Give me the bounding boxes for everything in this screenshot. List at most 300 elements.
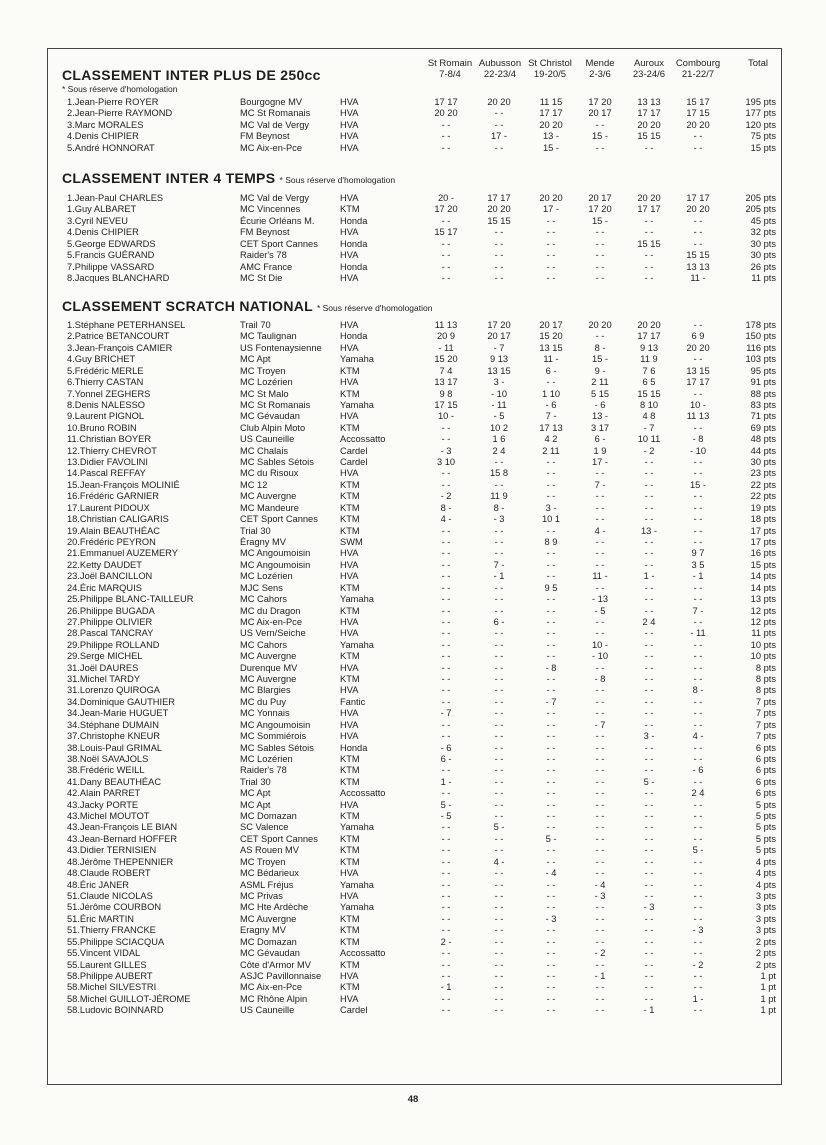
score-round-1: 1 -	[440, 776, 452, 787]
rider-name: 58.Michel GUILLOT-JÉROME	[67, 993, 191, 1004]
make: HVA	[340, 468, 359, 479]
score-round-3: - -	[546, 1005, 556, 1016]
score-round-2: - -	[494, 685, 504, 696]
score-round-5: - -	[644, 651, 654, 662]
score-round-5: - -	[644, 582, 654, 593]
club: Écurie Orléans M.	[240, 215, 315, 226]
table-row	[0, 491, 826, 502]
club: MJC Sens	[240, 582, 283, 593]
score-round-3: 20 17	[539, 320, 563, 330]
rider-name: 38.Frédéric WEILL	[67, 765, 145, 776]
score-round-1: 20 -	[437, 193, 455, 203]
club: MC du Puy	[240, 696, 286, 707]
score-round-2: 20 17	[487, 331, 511, 342]
score-round-2: - -	[494, 605, 504, 616]
make: Yamaha	[340, 879, 374, 890]
club: Club Alpin Moto	[240, 422, 306, 433]
score-round-4: - -	[595, 936, 605, 947]
make: KTM	[340, 982, 360, 993]
make: HVA	[340, 142, 359, 153]
score-round-1: - -	[441, 131, 451, 142]
total-points: 6 pts	[755, 765, 776, 776]
total-points: 8 pts	[755, 674, 776, 685]
club: Trial 30	[240, 776, 271, 787]
score-round-6: 7 -	[692, 605, 704, 616]
table-row	[0, 902, 826, 913]
score-round-2: - -	[494, 753, 504, 764]
score-round-6: 13 13	[686, 261, 710, 272]
club: CET Sport Cannes	[240, 514, 318, 525]
score-round-1: - -	[441, 719, 451, 730]
score-round-3: - -	[546, 799, 556, 810]
score-round-4: 6 -	[594, 434, 606, 445]
rider-name: 10.Bruno ROBIN	[67, 422, 137, 433]
rider-name: 29.Serge MICHEL	[67, 651, 143, 662]
score-round-5: - -	[644, 959, 654, 970]
score-round-2: 10 2	[489, 422, 509, 433]
rider-name: 24.Éric MARQUIS	[67, 582, 142, 593]
score-round-2: - -	[494, 548, 504, 559]
score-round-5: 20 20	[637, 193, 661, 203]
make: Accossatto	[340, 788, 386, 799]
rider-name: 15.Jean-François MOLINIÉ	[67, 479, 180, 490]
score-round-5: 13 13	[637, 97, 661, 107]
score-round-6: - -	[693, 799, 703, 810]
rider-name: 37.Christophe KNEUR	[67, 731, 161, 742]
score-round-6: - -	[693, 502, 703, 513]
score-round-2: - -	[494, 662, 504, 673]
rider-name: 4.Denis CHIPIER	[67, 227, 139, 238]
club: MC St Romanais	[240, 108, 311, 119]
club: US Vern/Seiche	[240, 628, 306, 639]
score-round-1: - -	[441, 628, 451, 639]
total-points: 22 pts	[750, 479, 776, 490]
score-round-4: - 8	[594, 674, 606, 685]
score-round-2: 7 -	[493, 559, 505, 570]
score-round-6: - 11	[690, 628, 706, 639]
rider-name: 55.Laurent GILLES	[67, 959, 147, 970]
score-round-1: - -	[441, 119, 451, 130]
score-round-4: - -	[595, 708, 605, 719]
rider-name: 2.Jean-Pierre RAYMOND	[67, 108, 173, 119]
score-round-2: - -	[494, 250, 504, 261]
total-points: 7 pts	[755, 731, 776, 742]
score-round-5: - -	[644, 891, 654, 901]
score-round-6: 13 15	[686, 365, 710, 376]
score-round-3: 1 10	[541, 388, 561, 399]
score-round-6: 17 17	[686, 377, 710, 388]
score-round-1: - -	[441, 970, 451, 981]
club: Eragny MV	[240, 925, 286, 936]
score-round-4: - -	[595, 142, 605, 153]
score-round-2: - -	[494, 868, 504, 879]
table-row	[0, 880, 826, 891]
score-round-5: - -	[644, 868, 654, 879]
club: Durenque MV	[240, 662, 298, 673]
score-round-3: 3 -	[545, 502, 557, 513]
club: MC Apt	[240, 788, 271, 799]
club: MC Taulignan	[240, 331, 297, 342]
make: Honda	[340, 215, 368, 226]
score-round-6: - -	[693, 982, 703, 993]
total-header	[740, 58, 776, 69]
rider-name: 51.Éric MARTIN	[67, 913, 134, 924]
score-round-4: - -	[595, 1005, 605, 1016]
score-round-2: - -	[494, 457, 504, 468]
score-round-2: 20 20	[487, 97, 511, 107]
rider-name: 38.Noël SAVAJOLS	[67, 753, 149, 764]
score-round-1: 11 13	[434, 320, 458, 330]
round-place: St Christol	[528, 58, 572, 69]
score-round-2: 8 -	[493, 502, 505, 513]
table-row	[0, 503, 826, 514]
club: MC St Romanais	[240, 399, 311, 410]
score-round-6: - -	[693, 674, 703, 685]
score-round-5: 11 9	[640, 354, 658, 365]
club: MC Angoumoisin	[240, 719, 311, 730]
score-round-1: 5 -	[440, 799, 452, 810]
club: MC Mandeure	[240, 502, 299, 513]
make: KTM	[340, 651, 360, 662]
rider-name: 1.Guy ALBARET	[67, 204, 137, 215]
total-points: 3 pts	[755, 925, 776, 936]
total-points: 17 pts	[750, 536, 776, 547]
make: HVA	[340, 993, 359, 1004]
club: MC Lozérien	[240, 753, 293, 764]
total-points: 71 pts	[750, 411, 776, 422]
rider-name: 42.Alain PARRET	[67, 788, 141, 799]
total-points: 6 pts	[755, 753, 776, 764]
make: KTM	[340, 776, 360, 787]
table-row	[0, 628, 826, 639]
rider-name: 58.Ludovic BOINNARD	[67, 1005, 164, 1016]
round-dates: 21-22/7	[681, 69, 715, 80]
round-dates: 19-20/5	[533, 69, 567, 80]
score-round-5: - -	[644, 628, 654, 639]
club: MC 12	[240, 479, 268, 490]
score-round-1: 15 20	[434, 354, 458, 365]
score-round-5: 13 -	[640, 525, 658, 536]
score-round-4: - -	[595, 536, 605, 547]
score-round-1: - -	[441, 913, 451, 924]
round-place: Mende	[585, 58, 615, 69]
score-round-5: - -	[644, 799, 654, 810]
score-round-3: 7 -	[545, 411, 557, 422]
score-round-2: 4 -	[493, 856, 505, 867]
make: Yamaha	[340, 822, 374, 833]
score-round-3: - -	[546, 948, 556, 959]
score-round-6: 10 -	[689, 399, 707, 410]
score-round-4: - -	[595, 788, 605, 799]
score-round-1: - -	[441, 525, 451, 536]
score-round-4: 17 20	[588, 97, 612, 107]
score-round-4: - -	[595, 261, 605, 272]
score-round-3: 11 15	[539, 97, 563, 107]
score-round-4: - -	[595, 868, 605, 879]
score-round-5: - -	[644, 261, 654, 272]
club: Bourgogne MV	[240, 97, 303, 107]
score-round-6: - -	[693, 662, 703, 673]
make: KTM	[340, 674, 360, 685]
total-points: 1 pt	[760, 993, 776, 1004]
score-round-6: - -	[693, 936, 703, 947]
make: Honda	[340, 238, 368, 249]
score-round-6: 9 7	[691, 548, 705, 559]
rider-name: 3.Cyril NEVEU	[67, 215, 128, 226]
score-round-6: - -	[693, 879, 703, 890]
club: Trial 30	[240, 525, 271, 536]
score-round-3: - -	[546, 651, 556, 662]
score-round-3: - -	[546, 215, 556, 226]
make: Honda	[340, 261, 368, 272]
score-round-5: - -	[644, 742, 654, 753]
club: MC Gévaudan	[240, 411, 300, 422]
rider-name: 11.Christian BOYER	[67, 434, 152, 445]
round-place: Aubusson	[478, 58, 522, 69]
score-round-6: - -	[693, 868, 703, 879]
total-points: 6 pts	[755, 776, 776, 787]
score-round-4: - -	[595, 982, 605, 993]
table-row	[0, 708, 826, 719]
score-round-3: - -	[546, 845, 556, 856]
club: MC St Die	[240, 272, 283, 283]
table-row	[0, 571, 826, 582]
score-round-5: - -	[644, 719, 654, 730]
table-row	[0, 400, 826, 411]
score-round-5: - -	[644, 993, 654, 1004]
table-row	[0, 480, 826, 491]
rider-name: 26.Philippe BUGADA	[67, 605, 155, 616]
total-points: 4 pts	[755, 856, 776, 867]
rider-name: 27.Philippe OLIVIER	[67, 616, 153, 627]
score-round-1: - -	[441, 582, 451, 593]
score-round-6: - -	[693, 970, 703, 981]
score-round-5: - -	[644, 662, 654, 673]
score-round-3: - -	[546, 605, 556, 616]
score-round-2: - -	[494, 696, 504, 707]
score-round-1: - -	[441, 685, 451, 696]
score-round-2: - -	[494, 891, 504, 901]
score-round-5: - 3	[643, 902, 655, 913]
score-round-5: - -	[644, 674, 654, 685]
score-round-6: - 3	[692, 925, 704, 936]
make: HVA	[340, 227, 359, 238]
score-round-5: - -	[644, 765, 654, 776]
score-round-6: - -	[693, 354, 703, 365]
score-round-5: 15 15	[637, 388, 661, 399]
score-round-4: 9 -	[594, 365, 606, 376]
score-round-1: - -	[441, 731, 451, 742]
section-title-text: CLASSEMENT INTER 4 TEMPS	[62, 170, 276, 186]
score-round-5: - -	[644, 696, 654, 707]
score-round-2: - -	[494, 227, 504, 238]
club: MC Aix-en-Pce	[240, 616, 302, 627]
club: Côte d'Armor MV	[240, 959, 312, 970]
table-row	[0, 651, 826, 662]
table-row	[0, 526, 826, 537]
score-round-1: 8 -	[440, 502, 452, 513]
score-round-6: - -	[693, 776, 703, 787]
score-round-4: - -	[595, 250, 605, 261]
score-round-5: - -	[644, 250, 654, 261]
score-round-5: - -	[644, 845, 654, 856]
score-round-1: - 11	[438, 342, 454, 353]
make: Cardel	[340, 457, 368, 468]
score-round-3: 13 -	[542, 131, 560, 142]
score-round-3: - -	[546, 891, 556, 901]
rider-name: 43.Jean-François LE BIAN	[67, 822, 178, 833]
score-round-4: - -	[595, 119, 605, 130]
score-round-2: - -	[494, 582, 504, 593]
score-round-1: - -	[441, 536, 451, 547]
table-row	[0, 617, 826, 628]
club: MC Domazan	[240, 811, 297, 822]
score-round-3: - -	[546, 261, 556, 272]
score-round-4: 13 -	[591, 411, 609, 422]
total-points: 48 pts	[750, 434, 776, 445]
score-round-6: 6 9	[691, 331, 705, 342]
rider-name: 34.Jean-Marie HUGUET	[67, 708, 169, 719]
club: FM Beynost	[240, 131, 290, 142]
score-round-3: - -	[546, 731, 556, 742]
score-round-6: - -	[693, 525, 703, 536]
rider-name: 3.Jean-François CAMIER	[67, 342, 173, 353]
score-round-4: - -	[595, 491, 605, 502]
make: KTM	[340, 845, 360, 856]
score-round-1: 3 10	[436, 457, 456, 468]
score-round-2: - -	[494, 742, 504, 753]
score-round-4: - -	[595, 582, 605, 593]
make: KTM	[340, 959, 360, 970]
score-round-5: - -	[644, 594, 654, 605]
score-round-4: 15 -	[591, 131, 609, 142]
score-round-4: - -	[595, 845, 605, 856]
score-round-4: - 6	[594, 399, 606, 410]
table-row	[0, 891, 826, 902]
score-round-3: - -	[546, 674, 556, 685]
table-row	[0, 834, 826, 845]
rider-name: 5.André HONNORAT	[67, 142, 155, 153]
score-round-3: - -	[546, 594, 556, 605]
rider-name: 1.Jean-Pierre ROYER	[67, 97, 159, 107]
score-round-6: - -	[693, 891, 703, 901]
score-round-4: 20 17	[588, 193, 612, 203]
score-round-3: 13 15	[539, 342, 563, 353]
table-row	[0, 239, 826, 250]
rider-name: 38.Louis-Paul GRIMAL	[67, 742, 163, 753]
score-round-3: - -	[546, 525, 556, 536]
score-round-2: - -	[494, 639, 504, 650]
score-round-2: - -	[494, 845, 504, 856]
table-row	[0, 994, 826, 1005]
make: HVA	[340, 616, 359, 627]
score-round-4: 7 -	[594, 479, 606, 490]
rider-name: 16.Frédéric GARNIER	[67, 491, 159, 502]
club: US Cauneille	[240, 1005, 295, 1016]
score-round-5: - -	[644, 457, 654, 468]
score-round-1: 17 20	[434, 204, 458, 215]
club: MC Auvergne	[240, 913, 297, 924]
score-round-2: - -	[494, 799, 504, 810]
total-points: 23 pts	[750, 468, 776, 479]
club: MC Vincennes	[240, 204, 301, 215]
club: MC Aix-en-Pce	[240, 982, 302, 993]
section-title-4-temps	[62, 170, 395, 186]
score-round-1: 20 9	[436, 331, 456, 342]
rider-name: 3.Marc MORALES	[67, 119, 144, 130]
make: KTM	[340, 913, 360, 924]
score-round-2: 3 -	[493, 377, 505, 388]
rider-name: 6.Thierry CASTAN	[67, 377, 144, 388]
table-row	[0, 765, 826, 776]
score-round-3: - -	[546, 639, 556, 650]
score-round-1: - -	[441, 845, 451, 856]
make: HVA	[340, 411, 359, 422]
rider-name: 13.Didier FAVOLINI	[67, 457, 148, 468]
score-round-5: 10 11	[637, 434, 661, 445]
score-round-4: - -	[595, 742, 605, 753]
score-round-4: - -	[595, 765, 605, 776]
score-round-3: 15 20	[539, 331, 563, 342]
rider-name: 5.Frédéric MERLE	[67, 365, 144, 376]
score-round-2: - -	[494, 525, 504, 536]
rider-name: 41.Dany BEAUTHÉAC	[67, 776, 162, 787]
score-round-1: - -	[441, 902, 451, 913]
table-row	[0, 777, 826, 788]
score-round-2: 17 17	[487, 193, 511, 203]
rider-name: 12.Thierry CHEVROT	[67, 445, 157, 456]
table-row	[0, 925, 826, 936]
table-row	[0, 640, 826, 651]
score-round-3: - -	[546, 548, 556, 559]
table-row	[0, 971, 826, 982]
club: MC Blargies	[240, 685, 291, 696]
table-row	[0, 331, 826, 342]
score-round-5: - -	[644, 753, 654, 764]
total-points: 4 pts	[755, 868, 776, 879]
make: KTM	[340, 833, 360, 844]
score-round-4: 17 -	[591, 457, 609, 468]
make: HVA	[340, 272, 359, 283]
score-round-5: - -	[644, 479, 654, 490]
table-row	[0, 204, 826, 215]
score-round-4: - 4	[594, 879, 606, 890]
score-round-1: - -	[441, 571, 451, 582]
score-round-6: - -	[693, 753, 703, 764]
table-row	[0, 377, 826, 388]
club: AMC France	[240, 261, 293, 272]
score-round-6: - -	[693, 811, 703, 822]
score-round-5: - -	[644, 936, 654, 947]
score-round-1: - -	[441, 651, 451, 662]
score-round-2: - -	[494, 936, 504, 947]
club: Trail 70	[240, 320, 271, 330]
score-round-5: - -	[644, 142, 654, 153]
score-round-3: 11 -	[543, 354, 559, 365]
rider-name: 7.Philippe VASSARD	[67, 261, 155, 272]
score-round-2: - 7	[493, 342, 505, 353]
rider-name: 5.Francis GUÉRAND	[67, 250, 155, 261]
score-round-1: - -	[441, 833, 451, 844]
score-round-6: 17 15	[686, 108, 710, 119]
score-round-4: - -	[595, 833, 605, 844]
score-round-4: - -	[595, 272, 605, 283]
rider-name: 7.Yonnel ZEGHERS	[67, 388, 151, 399]
table-row	[0, 937, 826, 948]
score-round-6: - -	[693, 582, 703, 593]
table-row	[0, 674, 826, 685]
club: MC Domazan	[240, 936, 297, 947]
